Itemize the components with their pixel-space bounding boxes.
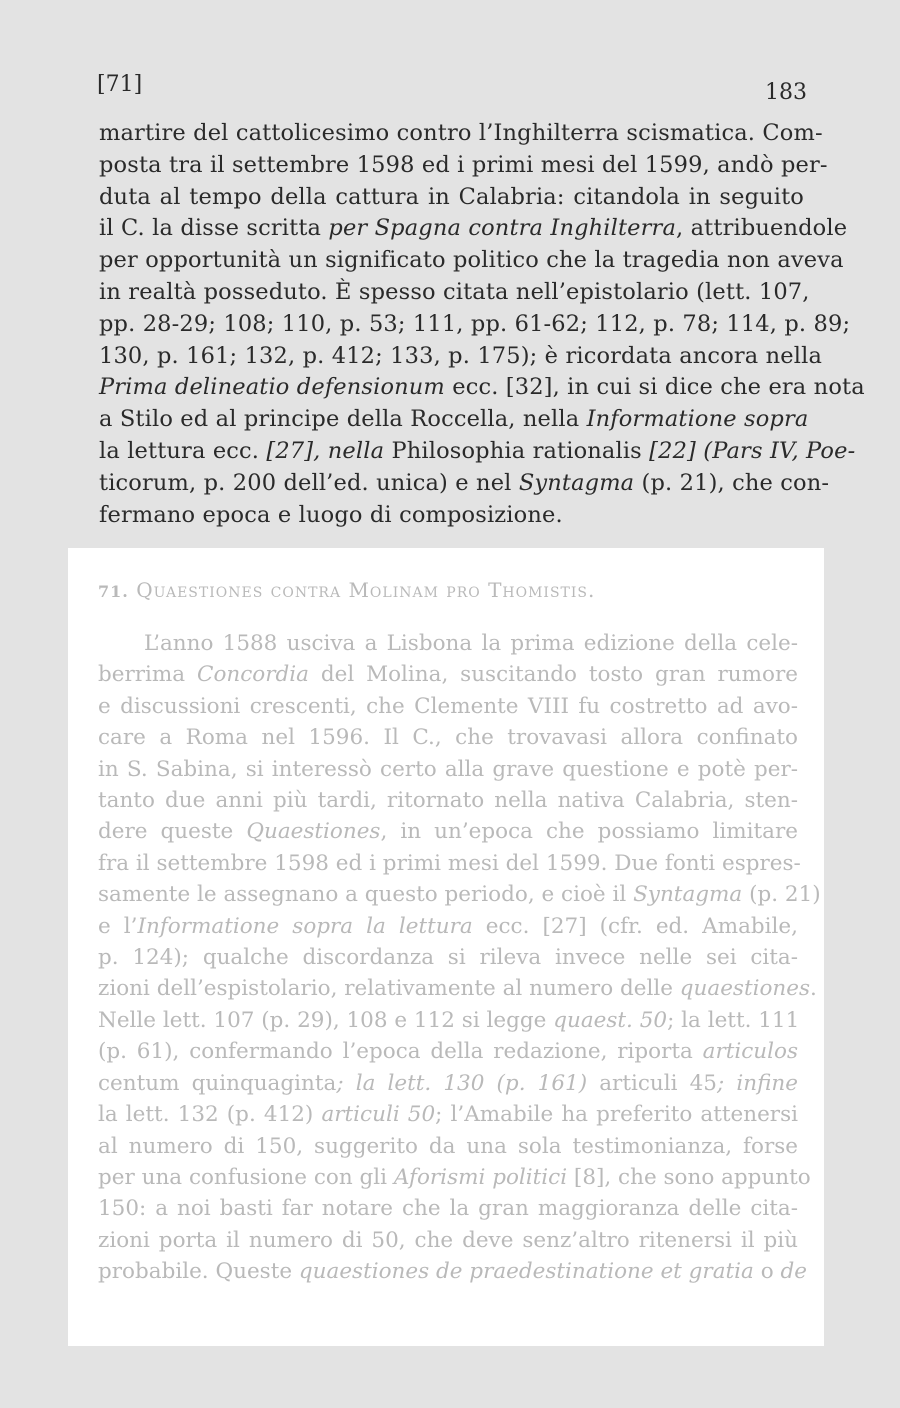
text-line: la lett. 132 (p. 412) articuli 50; l’Amabile ha preferito attenersi	[98, 1102, 798, 1128]
text-line: la lettura ecc. [27], nella Philosophia rationalis [22] (Pars IV, Poe-	[99, 437, 856, 464]
text-line: 150: a noi basti far notare che la gran maggioranza delle cita-	[98, 1196, 798, 1222]
entry-number: 71.	[98, 582, 129, 601]
text-line: ticorum, p. 200 dell’ed. unica) e nel Syntagma (p. 21), che con-	[99, 469, 830, 496]
entry-heading	[98, 578, 798, 602]
text-line: samente le assegnano a questo periodo, e cioè il Syntagma (p. 21)	[98, 882, 821, 908]
section-reference: [71]	[97, 72, 143, 97]
text-line: e discussioni crescenti, che Clemente VIII fu costretto ad avo-	[98, 693, 798, 719]
text-line: tanto due anni più tardi, ritornato nella nativa Calabria, sten-	[98, 788, 798, 814]
text-line: dere queste Quaestiones, in un’epoca che possiamo limitare	[98, 819, 799, 845]
text-line: a Stilo ed al principe della Roccella, nella Informatione sopra	[99, 406, 809, 433]
text-line: (p. 61), confermando l’epoca della redazione, riporta articulos	[98, 1039, 798, 1065]
highlighted-entry-card	[68, 548, 824, 1346]
text-line: per una confusione con gli Aforismi politici [8], che sono appunto	[98, 1164, 811, 1190]
text-line: Nelle lett. 107 (p. 29), 108 e 112 si legge quaest. 50; la lett. 111	[98, 1007, 800, 1033]
continuation-paragraph	[99, 118, 865, 531]
text-line: martire del cattolicesimo contro l’Inghilterra scismatica. Com-	[99, 120, 823, 146]
text-line: berrima Concordia del Molina, suscitando tosto gran rumore	[98, 662, 798, 688]
text-line: posta tra il settembre 1598 ed i primi mesi del 1599, andò per-	[99, 151, 828, 178]
text-line: per opportunità un significato politico che la tragedia non aveva	[99, 247, 844, 274]
text-line: zioni dell’espistolario, relativamente al numero delle quaestiones.	[98, 976, 817, 1002]
text-line: e l’Informatione sopra la lettura ecc. [27] (cfr. ed. Amabile,	[98, 913, 798, 939]
text-line: fra il settembre 1598 ed i primi mesi del 1599. Due fonti espres-	[98, 850, 801, 876]
text-line: 130, p. 161; 132, p. 412; 133, p. 175); è ricordata ancora nella	[99, 342, 823, 369]
text-line: in realtà posseduto. È spesso citata nell’epistolario (lett. 107,	[99, 278, 810, 305]
text-line: L’anno 1588 usciva a Lisbona la prima edizione della cele-	[144, 631, 798, 656]
text-line: care a Roma nel 1596. Il C., che trovavasi allora confinato	[98, 725, 798, 751]
text-line: duta al tempo della cattura in Calabria: citandola in seguito	[99, 183, 804, 210]
text-line: Prima delineatio defensionum ecc. [32], in cui si dice che era nota	[99, 374, 865, 401]
text-line: fermano epoca e luogo di composizione.	[99, 501, 563, 528]
text-line: in S. Sabina, si interessò certo alla grave questione e potè per-	[98, 756, 798, 782]
text-line: pp. 28-29; 108; 110, p. 53; 111, pp. 61-62; 112, p. 78; 114, p. 89;	[99, 310, 851, 337]
page-number: 183	[765, 80, 807, 105]
text-line: al numero di 150, suggerito da una sola testimonianza, forse	[98, 1133, 798, 1159]
text-line: centum quinquaginta; la lett. 130 (p. 161) articuli 45; infine	[98, 1070, 798, 1096]
text-line: zioni porta il numero di 50, che deve senz’altro ritenersi il più	[98, 1227, 798, 1253]
text-line: probabile. Queste quaestiones de praedestinatione et gratia o de	[98, 1259, 807, 1285]
entry-body	[98, 628, 821, 1288]
text-line: p. 124); qualche discordanza si rileva invece nelle sei cita-	[98, 945, 798, 971]
text-line: il C. la disse scritta per Spagna contra Inghilterra, attribuendole	[99, 215, 848, 242]
page-header	[97, 72, 807, 105]
entry-title: Quaestiones contra Molinam pro Thomistis.	[136, 578, 596, 602]
